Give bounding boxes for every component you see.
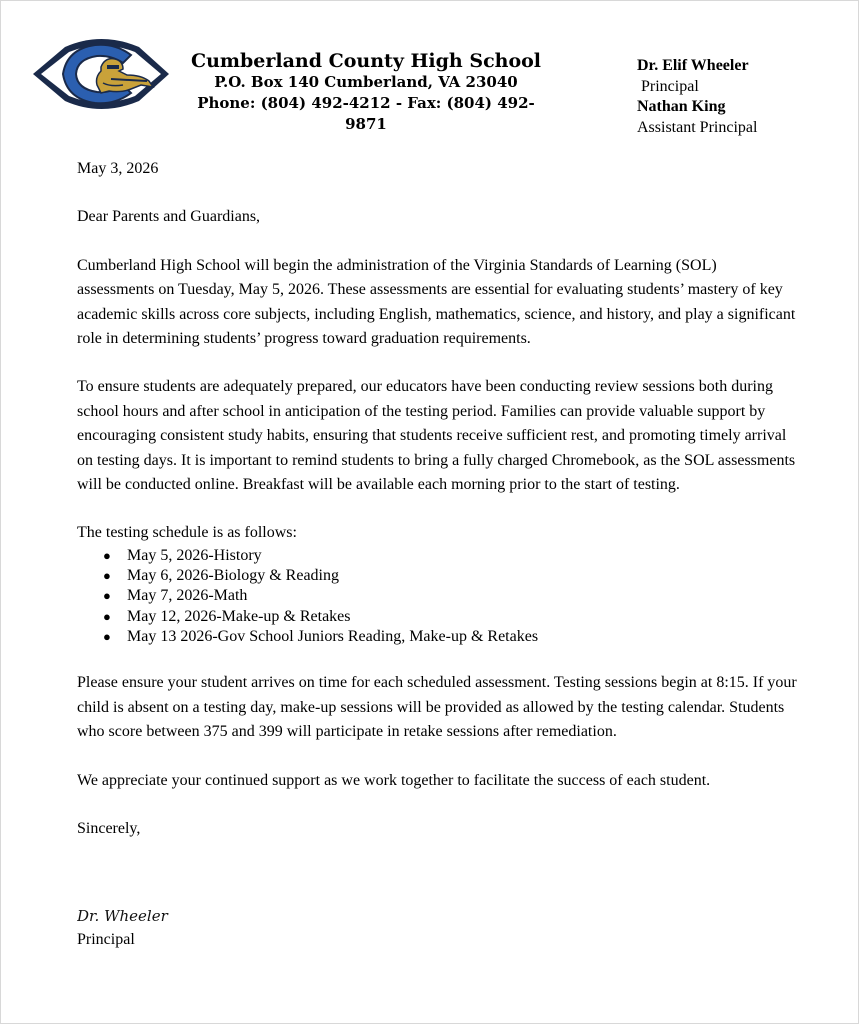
- letter-body: [77, 157, 797, 841]
- paragraph-appreciation: We appreciate your continued support as we work together to facilitate the success of each student.: [77, 771, 711, 789]
- list-item: ● May 6, 2026-Biology & Reading: [77, 566, 797, 586]
- list-item: ● May 5, 2026-History: [77, 546, 797, 566]
- school-name: Cumberland County High School: [190, 50, 542, 72]
- school-logo-icon: [31, 35, 171, 113]
- paragraph-attendance: Please ensure your student arrives on time for each scheduled assessment. Testing sessions begin at 8:15. If your child is absent on a testing day, make-up sessions will be provided as allowed by the testing calendar. Students who score between 375 and 399 will participate in retake sessions after remediation.: [77, 674, 797, 741]
- handwritten-signature: [77, 901, 197, 931]
- schedule-intro: The testing schedule is as follows:: [77, 524, 297, 542]
- principal-title: Principal: [641, 77, 699, 95]
- bullet-icon: ●: [103, 568, 111, 584]
- list-item: ● May 12, 2026-Make-up & Retakes: [77, 607, 797, 627]
- paragraph-preparation: To ensure students are adequately prepared, our educators have been conducting review sessions both during school hours and after school in anticipation of the testing period. Families can provide valuable support by encouraging consistent study habits, ensuring that students receive sufficient rest, and promoting timely arrival on testing days. It is important to remind students to bring a fully charged Chromebook, as the SOL assessments will be conducted online. Breakfast will be available each morning prior to the start of testing.: [77, 378, 796, 494]
- letter-date: May 3, 2026: [77, 160, 159, 177]
- principal-name: Dr. Elif Wheeler: [637, 57, 749, 74]
- list-item: ● May 13 2026-Gov School Juniors Reading, Make-up & Retakes: [77, 627, 797, 647]
- svg-text:Dr. Wheeler: Dr. Wheeler: [77, 907, 168, 925]
- schedule-list: [77, 546, 797, 647]
- assistant-principal-name: Nathan King: [637, 98, 726, 115]
- staff-listing: [637, 56, 757, 138]
- bullet-icon: ●: [103, 608, 111, 624]
- signer-title: Principal: [77, 931, 135, 948]
- school-phone: Phone: (804) 492-4212 - Fax: (804) 492-9871: [197, 94, 535, 133]
- list-item: ● May 7, 2026-Math: [77, 586, 797, 606]
- school-letterhead: [181, 51, 551, 135]
- paragraph-intro: Cumberland High School will begin the administration of the Virginia Standards of Learning (SOL) assessments on Tuesday, May 5, 2026. These assessments are essential for evaluating students’ mastery of key academic skills across core subjects, including English, mathematics, science, and history, and play a significant role in determining students’ progress toward graduation requirements.: [77, 256, 796, 348]
- bullet-icon: ●: [103, 588, 111, 604]
- letter-closing: Sincerely,: [77, 819, 141, 837]
- school-address: P.O. Box 140 Cumberland, VA 23040: [214, 73, 518, 91]
- bullet-icon: ●: [103, 629, 111, 645]
- bullet-icon: ●: [103, 547, 111, 563]
- assistant-principal-title: Assistant Principal: [637, 118, 758, 136]
- letter-salutation: Dear Parents and Guardians,: [77, 208, 261, 226]
